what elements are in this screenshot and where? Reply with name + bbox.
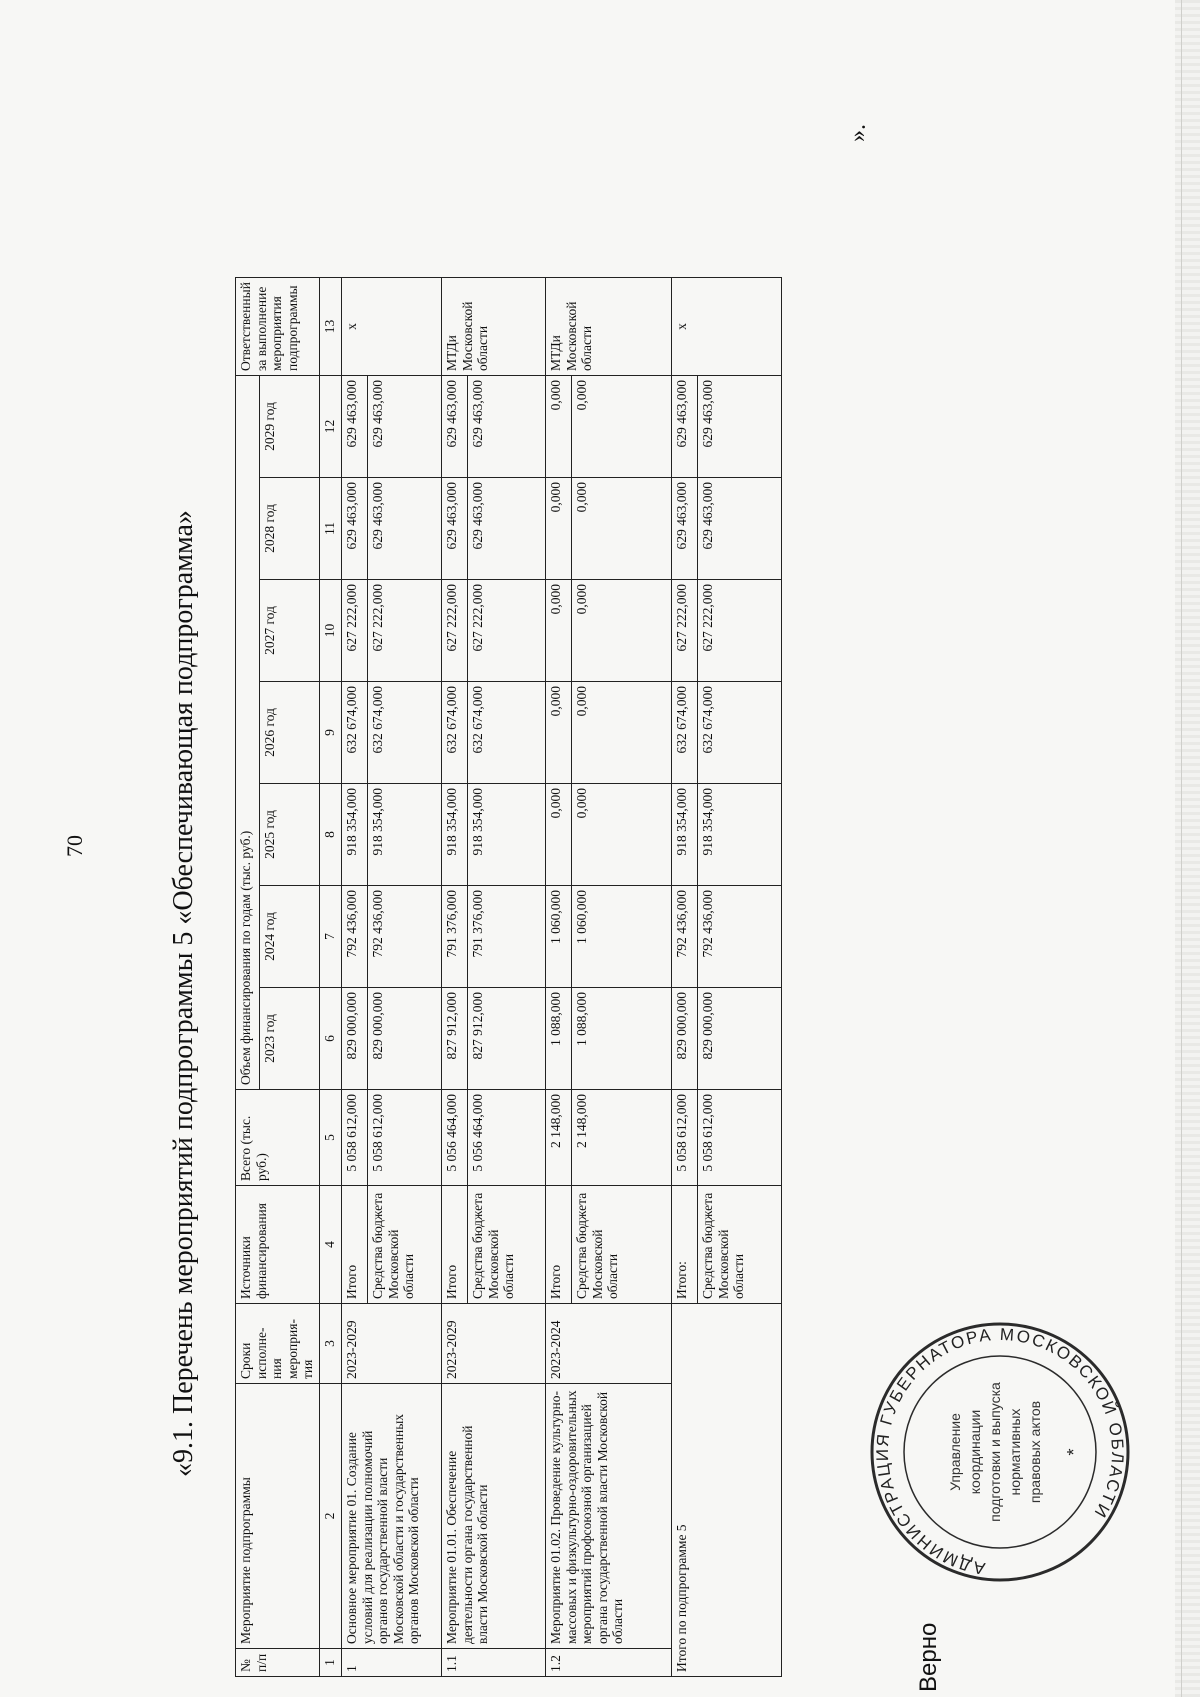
measures-table xyxy=(235,277,782,1677)
col-number: 8 xyxy=(320,784,342,886)
row-responsible: х xyxy=(342,278,442,376)
col-number: 3 xyxy=(320,1304,342,1384)
header-year-2023: 2023 год xyxy=(260,988,320,1090)
row-responsible: МТДи Московской области xyxy=(546,278,672,376)
row-year-value: 1 088,000 xyxy=(572,988,672,1090)
row-year-value: 827 912,000 xyxy=(468,988,546,1090)
row-year-value: 629 463,000 xyxy=(368,376,442,478)
header-total: Всего (тыс. руб.) xyxy=(236,1090,320,1186)
col-number: 4 xyxy=(320,1186,342,1304)
row-year-value: 792 436,000 xyxy=(368,886,442,988)
col-number: 13 xyxy=(320,278,342,376)
row-year-value: 791 376,000 xyxy=(442,886,468,988)
row-source: Средства бюджета Московской области xyxy=(572,1186,672,1304)
total-sum: 5 058 612,000 xyxy=(698,1090,782,1186)
header-year-2025: 2025 год xyxy=(260,784,320,886)
row-year-value: 0,000 xyxy=(546,580,572,682)
row-year-value: 632 674,000 xyxy=(442,682,468,784)
header-num: № п/п xyxy=(236,1649,320,1677)
row-total: 5 058 612,000 xyxy=(342,1090,368,1186)
header-sources: Источники финансирования xyxy=(236,1186,320,1304)
table-row xyxy=(546,278,572,1677)
row-year-value: 829 000,000 xyxy=(342,988,368,1090)
total-year-value: 629 463,000 xyxy=(672,376,698,478)
total-year-value: 632 674,000 xyxy=(672,682,698,784)
total-year-value: 918 354,000 xyxy=(698,784,782,886)
row-terms: 2023-2029 xyxy=(442,1304,546,1384)
row-year-value: 0,000 xyxy=(572,580,672,682)
row-year-value: 918 354,000 xyxy=(442,784,468,886)
table-row-total xyxy=(672,278,698,1677)
row-source: Средства бюджета Московской области xyxy=(468,1186,546,1304)
row-year-value: 0,000 xyxy=(572,682,672,784)
col-number: 9 xyxy=(320,682,342,784)
row-year-value: 0,000 xyxy=(572,478,672,580)
official-seal xyxy=(865,1317,1135,1587)
total-year-value: 829 000,000 xyxy=(698,988,782,1090)
col-number: 12 xyxy=(320,376,342,478)
row-total: 5 056 464,000 xyxy=(442,1090,468,1186)
row-year-value: 829 000,000 xyxy=(368,988,442,1090)
total-year-value: 792 436,000 xyxy=(672,886,698,988)
page-number: 70 xyxy=(62,835,87,857)
row-measure: Мероприятие 01.01. Обеспечение деятельности органа государственной власти Московской области xyxy=(442,1384,546,1649)
header-year-2024: 2024 год xyxy=(260,886,320,988)
row-year-value: 791 376,000 xyxy=(468,886,546,988)
row-year-value: 632 674,000 xyxy=(468,682,546,784)
table-row xyxy=(442,278,468,1677)
svg-text:*: * xyxy=(1064,1448,1084,1456)
row-year-value: 0,000 xyxy=(572,376,672,478)
svg-text:АДМИНИСТРАЦИЯ ГУБЕРНАТОРА МОСК: АДМИНИСТРАЦИЯ ГУБЕРНАТОРА МОСКОВСКОЙ ОБЛАСТИ xyxy=(872,1324,1128,1579)
row-num: 1 xyxy=(342,1649,442,1677)
row-year-value: 629 463,000 xyxy=(468,376,546,478)
col-number: 7 xyxy=(320,886,342,988)
col-number: 2 xyxy=(320,1384,342,1649)
row-total: 2 148,000 xyxy=(572,1090,672,1186)
row-year-value: 918 354,000 xyxy=(468,784,546,886)
row-year-value: 0,000 xyxy=(546,682,572,784)
row-year-value: 0,000 xyxy=(572,784,672,886)
column-number-row xyxy=(320,278,342,1677)
total-year-value: 629 463,000 xyxy=(698,478,782,580)
total-year-value: 629 463,000 xyxy=(672,478,698,580)
row-year-value: 629 463,000 xyxy=(442,478,468,580)
header-year-2028: 2028 год xyxy=(260,478,320,580)
row-year-value: 629 463,000 xyxy=(342,376,368,478)
svg-text:правовых актов: правовых актов xyxy=(1027,1400,1043,1504)
header-measure: Мероприятие подпрограммы xyxy=(236,1384,320,1649)
row-year-value: 792 436,000 xyxy=(342,886,368,988)
col-number: 6 xyxy=(320,988,342,1090)
header-year-2029: 2029 год xyxy=(260,376,320,478)
header-year-2026: 2026 год xyxy=(260,682,320,784)
total-year-value: 629 463,000 xyxy=(698,376,782,478)
svg-text:координации: координации xyxy=(967,1409,983,1495)
svg-text:подготовки и выпуска: подготовки и выпуска xyxy=(987,1382,1003,1522)
row-year-value: 632 674,000 xyxy=(368,682,442,784)
row-year-value: 827 912,000 xyxy=(442,988,468,1090)
row-year-value: 629 463,000 xyxy=(442,376,468,478)
row-total: 5 058 612,000 xyxy=(368,1090,442,1186)
row-year-value: 0,000 xyxy=(546,784,572,886)
row-year-value: 627 222,000 xyxy=(368,580,442,682)
total-label: Итого по подпрограмме 5 xyxy=(672,1304,782,1677)
total-year-value: 632 674,000 xyxy=(698,682,782,784)
row-year-value: 0,000 xyxy=(546,376,572,478)
total-year-value: 829 000,000 xyxy=(672,988,698,1090)
svg-text:Управление: Управление xyxy=(947,1413,963,1491)
header-year-2027: 2027 год xyxy=(260,580,320,682)
table-row xyxy=(342,278,368,1677)
total-source: Средства бюджета Московской области xyxy=(698,1186,782,1304)
total-year-value: 627 222,000 xyxy=(672,580,698,682)
col-number: 11 xyxy=(320,478,342,580)
row-year-value: 629 463,000 xyxy=(342,478,368,580)
header-responsible: Ответственный за выполнение мероприятия подпрограммы xyxy=(236,278,320,376)
row-num: 1.2 xyxy=(546,1649,672,1677)
total-year-value: 792 436,000 xyxy=(698,886,782,988)
row-year-value: 1 060,000 xyxy=(546,886,572,988)
row-responsible: МТДи Московской области xyxy=(442,278,546,376)
total-sum: 5 058 612,000 xyxy=(672,1090,698,1186)
row-source: Средства бюджета Московской области xyxy=(368,1186,442,1304)
header-volume: Объем финансирования по годам (тыс. руб.) xyxy=(236,376,260,1090)
row-year-value: 632 674,000 xyxy=(342,682,368,784)
total-year-value: 918 354,000 xyxy=(672,784,698,886)
col-number: 10 xyxy=(320,580,342,682)
document-title: «9.1. Перечень мероприятий подпрограммы 5 «Обеспечивающая подпрограмма» xyxy=(168,510,199,1477)
row-year-value: 1 088,000 xyxy=(546,988,572,1090)
row-source: Итого xyxy=(546,1186,572,1304)
row-year-value: 629 463,000 xyxy=(468,478,546,580)
col-number: 1 xyxy=(320,1649,342,1677)
row-year-value: 1 060,000 xyxy=(572,886,672,988)
total-source: Итого: xyxy=(672,1186,698,1304)
svg-text:нормативных: нормативных xyxy=(1007,1408,1023,1496)
row-num: 1.1 xyxy=(442,1649,546,1677)
row-year-value: 918 354,000 xyxy=(368,784,442,886)
total-responsible: х xyxy=(672,278,782,376)
total-year-value: 627 222,000 xyxy=(698,580,782,682)
row-terms: 2023-2029 xyxy=(342,1304,442,1384)
row-year-value: 627 222,000 xyxy=(442,580,468,682)
row-year-value: 918 354,000 xyxy=(342,784,368,886)
row-terms: 2023-2024 xyxy=(546,1304,672,1384)
row-total: 2 148,000 xyxy=(546,1090,572,1186)
verno-signature-note: Верно xyxy=(915,1622,942,1692)
row-source: Итого xyxy=(342,1186,368,1304)
row-year-value: 627 222,000 xyxy=(342,580,368,682)
row-measure: Основное мероприятие 01. Создание условий для реализации полномочий органов государственной власти Московской области и государственных органов Московской области xyxy=(342,1384,442,1649)
row-source: Итого xyxy=(442,1186,468,1304)
row-year-value: 0,000 xyxy=(546,478,572,580)
closing-quote: ». xyxy=(845,124,871,142)
row-total: 5 056 464,000 xyxy=(468,1090,546,1186)
header-terms: Сроки исполне-ния мероприя-тия xyxy=(236,1304,320,1384)
row-year-value: 627 222,000 xyxy=(468,580,546,682)
row-measure: Мероприятие 01.02. Проведение культурно-массовых и физкультурно-оздоровительных мероприятий профсоюзной организацией органа государственной власти Московской области xyxy=(546,1384,672,1649)
row-year-value: 629 463,000 xyxy=(368,478,442,580)
col-number: 5 xyxy=(320,1090,342,1186)
